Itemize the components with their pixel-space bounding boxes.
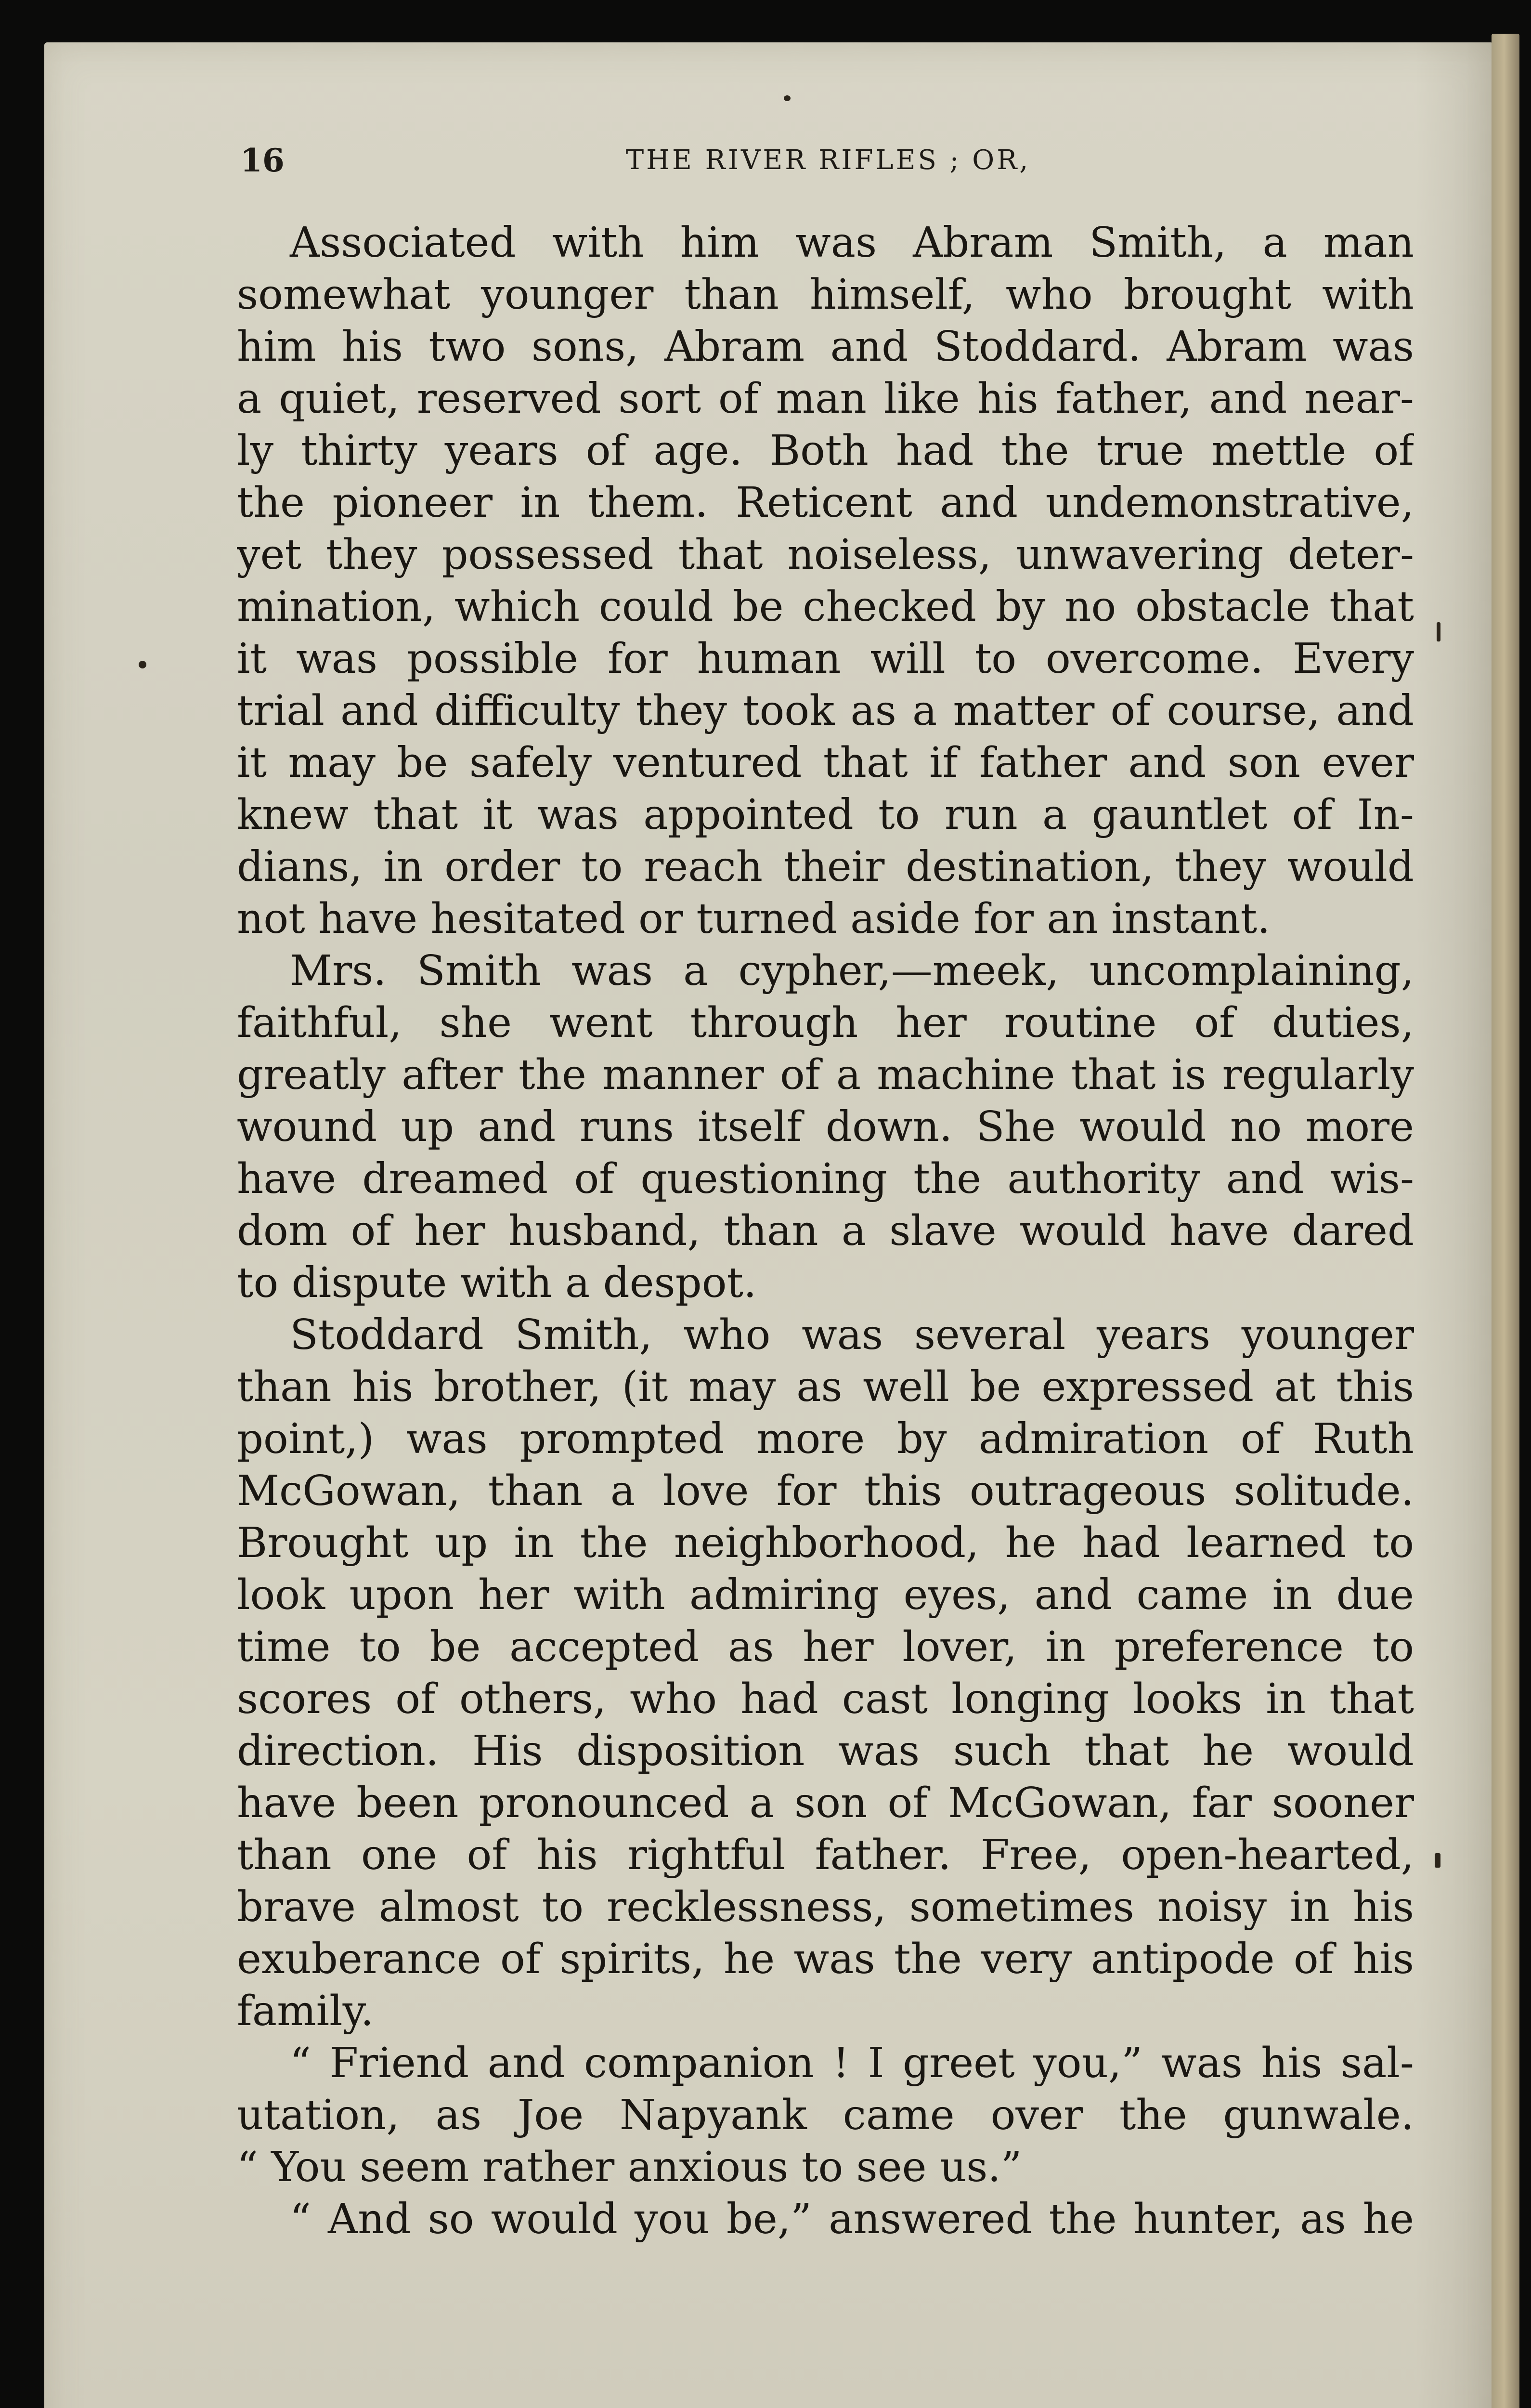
page-number: 16 bbox=[240, 142, 285, 179]
text-line: faithful, she went through her routine of duties, bbox=[237, 999, 1414, 1047]
text-line: not have hesitated or turned aside for an instant. bbox=[237, 895, 1271, 943]
text-line: family. bbox=[237, 1987, 374, 2035]
text-line: utation, as Joe Napyank came over the gunwale. bbox=[237, 2091, 1414, 2139]
text-line: “ And so would you be,” answered the hunter, as he bbox=[290, 2195, 1414, 2243]
text-line: look upon her with admiring eyes, and came in due bbox=[237, 1571, 1414, 1619]
text-line: mination, which could be checked by no obstacle that bbox=[237, 583, 1414, 631]
page-gutter-shadow bbox=[1415, 42, 1492, 2408]
text-line: brave almost to recklessness, sometimes noisy in his bbox=[237, 1883, 1414, 1931]
text-line: than one of his rightful father. Free, open-hearted, bbox=[237, 1831, 1414, 1879]
text-line: than his brother, (it may as well be expressed at this bbox=[237, 1363, 1414, 1411]
text-line: McGowan, than a love for this outrageous solitude. bbox=[237, 1467, 1414, 1515]
body-text bbox=[237, 217, 1414, 2245]
ink-speck bbox=[139, 661, 146, 668]
text-line: “ Friend and companion ! I greet you,” was his sal- bbox=[290, 2039, 1414, 2087]
text-line: Brought up in the neighborhood, he had learned to bbox=[237, 1519, 1414, 1567]
ink-speck bbox=[784, 95, 791, 101]
running-head: THE RIVER RIFLES ; OR, bbox=[625, 144, 1031, 176]
text-line: scores of others, who had cast longing looks in that bbox=[237, 1675, 1414, 1723]
text-line: direction. His disposition was such that he would bbox=[237, 1727, 1414, 1775]
text-line: it may be safely ventured that if father and son ever bbox=[237, 739, 1414, 787]
page-edge bbox=[1492, 34, 1519, 2408]
text-line: it was possible for human will to overcome. Every bbox=[237, 635, 1414, 683]
text-line: ly thirty years of age. Both had the true mettle of bbox=[237, 427, 1414, 475]
ink-speck bbox=[1435, 1853, 1440, 1868]
text-line: time to be accepted as her lover, in preference to bbox=[237, 1623, 1414, 1671]
text-line: him his two sons, Abram and Stoddard. Abram was bbox=[237, 323, 1414, 371]
text-line: have dreamed of questioning the authority and wis- bbox=[237, 1155, 1414, 1203]
text-line: Stoddard Smith, who was several years younger bbox=[290, 1311, 1414, 1359]
ink-speck bbox=[1437, 622, 1440, 641]
text-line: Mrs. Smith was a cypher,—meek, uncomplaining, bbox=[290, 947, 1414, 995]
text-line: greatly after the manner of a machine that is regularly bbox=[237, 1051, 1414, 1099]
text-line: dom of her husband, than a slave would have dared bbox=[237, 1207, 1414, 1255]
text-line: somewhat younger than himself, who brought with bbox=[237, 271, 1414, 319]
text-line: Associated with him was Abram Smith, a man bbox=[290, 219, 1414, 267]
text-line: the pioneer in them. Reticent and undemonstrative, bbox=[237, 479, 1414, 527]
text-line: exuberance of spirits, he was the very antipode of his bbox=[237, 1935, 1414, 1983]
text-line: knew that it was appointed to run a gauntlet of In- bbox=[237, 791, 1414, 839]
text-line: to dispute with a despot. bbox=[237, 1259, 757, 1307]
text-line: yet they possessed that noiseless, unwavering deter- bbox=[237, 531, 1414, 579]
text-line: point,) was prompted more by admiration of Ruth bbox=[237, 1415, 1414, 1463]
text-line: trial and difficulty they took as a matter of course, and bbox=[237, 687, 1414, 735]
text-line: have been pronounced a son of McGowan, far sooner bbox=[237, 1779, 1414, 1827]
text-line: dians, in order to reach their destination, they would bbox=[237, 843, 1414, 891]
text-line: wound up and runs itself down. She would no more bbox=[237, 1103, 1414, 1151]
text-line: “ You seem rather anxious to see us.” bbox=[237, 2143, 1022, 2191]
text-line: a quiet, reserved sort of man like his father, and near- bbox=[237, 375, 1414, 423]
page-header bbox=[241, 142, 1415, 199]
